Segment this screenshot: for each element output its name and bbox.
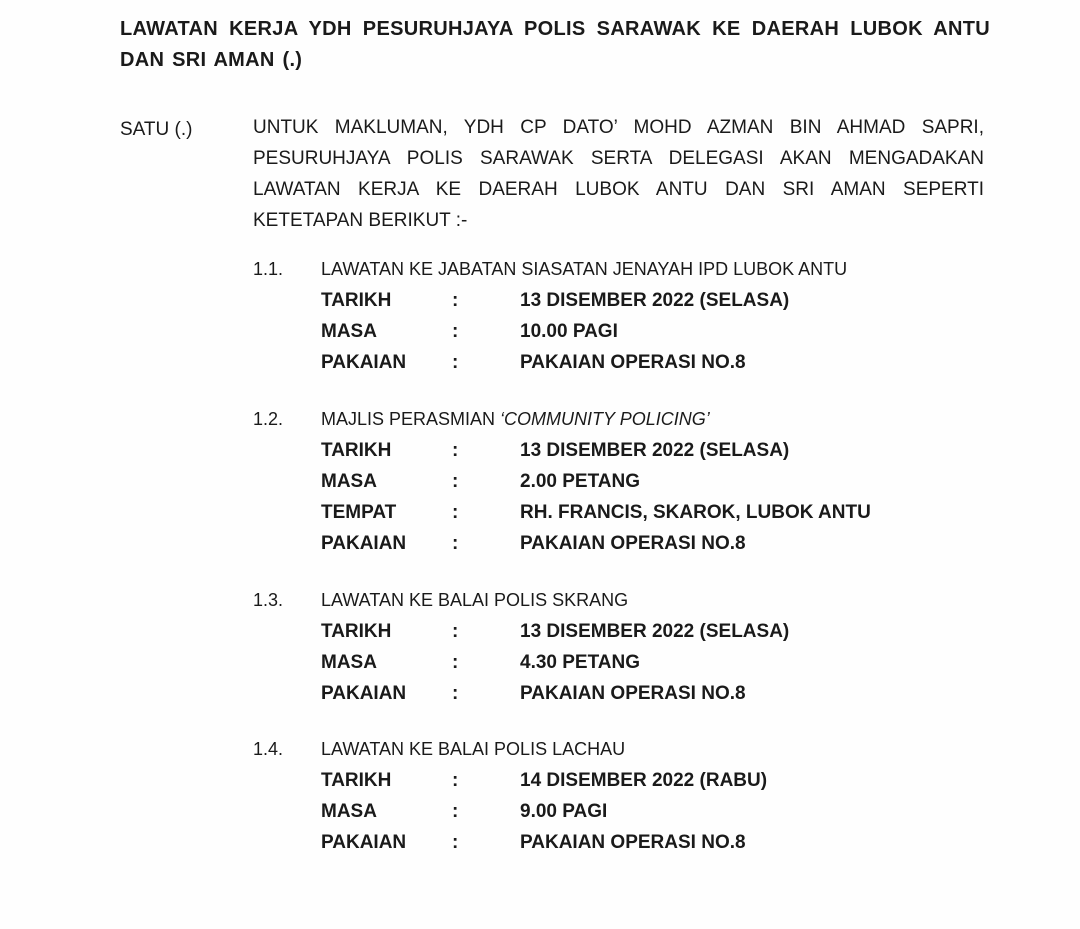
detail-key: TARIKH — [321, 290, 392, 311]
detail-value: PAKAIAN OPERASI NO.8 — [520, 683, 746, 704]
detail-colon: : — [452, 621, 459, 642]
item-heading: LAWATAN KE BALAI POLIS LACHAU — [321, 739, 626, 759]
item-heading-plain: MAJLIS PERASMIAN — [321, 409, 501, 429]
detail-colon: : — [452, 290, 459, 311]
item-number: 1.1. — [253, 259, 284, 279]
item-heading — [321, 404, 710, 435]
detail-value: 10.00 PAGI — [520, 321, 618, 342]
detail-colon: : — [452, 471, 459, 492]
item-number: 1.4. — [253, 739, 284, 759]
detail-key: TARIKH — [321, 440, 392, 461]
detail-key: MASA — [321, 801, 377, 822]
detail-colon: : — [452, 770, 459, 791]
detail-value: 13 DISEMBER 2022 (SELASA) — [520, 290, 790, 311]
detail-key: TARIKH — [321, 621, 392, 642]
detail-value: PAKAIAN OPERASI NO.8 — [520, 352, 746, 373]
item-heading-italic: ‘COMMUNITY POLICING’ — [500, 409, 710, 429]
detail-colon: : — [452, 352, 459, 373]
detail-key: MASA — [321, 321, 377, 342]
paragraph-text: UNTUK MAKLUMAN, YDH CP DATO’ MOHD AZMAN BIN AHMAD SAPRI, PESURUHJAYA POLIS SARAWAK SERTA DELEGASI AKAN MENGADAKAN LAWATAN KERJA KE DAERAH LUBOK ANTU DAN SRI AMAN SEPERTI KETETAPAN BERIKUT :- — [253, 117, 984, 231]
detail-colon: : — [452, 652, 459, 673]
detail-key: TARIKH — [321, 770, 392, 791]
detail-value: 4.30 PETANG — [520, 652, 641, 673]
document-title: LAWATAN KERJA YDH PESURUHJAYA POLIS SARAWAK KE DAERAH LUBOK ANTU DAN SRI AMAN (.) — [120, 18, 990, 71]
detail-value: 2.00 PETANG — [520, 471, 641, 492]
detail-colon: : — [452, 533, 459, 554]
detail-key: MASA — [321, 471, 377, 492]
detail-colon: : — [452, 321, 459, 342]
item-heading: LAWATAN KE BALAI POLIS SKRANG — [321, 590, 629, 610]
detail-value: 9.00 PAGI — [520, 801, 608, 822]
item-number: 1.3. — [253, 590, 284, 610]
detail-key: PAKAIAN — [321, 832, 407, 853]
detail-colon: : — [452, 683, 459, 704]
detail-key: MASA — [321, 652, 377, 673]
detail-key: PAKAIAN — [321, 533, 407, 554]
detail-colon: : — [452, 440, 459, 461]
detail-value: RH. FRANCIS, SKAROK, LUBOK ANTU — [520, 502, 871, 523]
detail-colon: : — [452, 502, 459, 523]
detail-value: 13 DISEMBER 2022 (SELASA) — [520, 621, 790, 642]
paragraph-label: SATU (.) — [120, 119, 193, 140]
detail-key: PAKAIAN — [321, 683, 407, 704]
detail-key: TEMPAT — [321, 502, 397, 523]
item-number: 1.2. — [253, 409, 284, 429]
detail-value: 13 DISEMBER 2022 (SELASA) — [520, 440, 790, 461]
detail-colon: : — [452, 801, 459, 822]
detail-key: PAKAIAN — [321, 352, 407, 373]
detail-value: 14 DISEMBER 2022 (RABU) — [520, 770, 768, 791]
detail-value: PAKAIAN OPERASI NO.8 — [520, 533, 746, 554]
detail-colon: : — [452, 832, 459, 853]
detail-value: PAKAIAN OPERASI NO.8 — [520, 832, 746, 853]
item-heading: LAWATAN KE JABATAN SIASATAN JENAYAH IPD LUBOK ANTU — [321, 259, 848, 279]
